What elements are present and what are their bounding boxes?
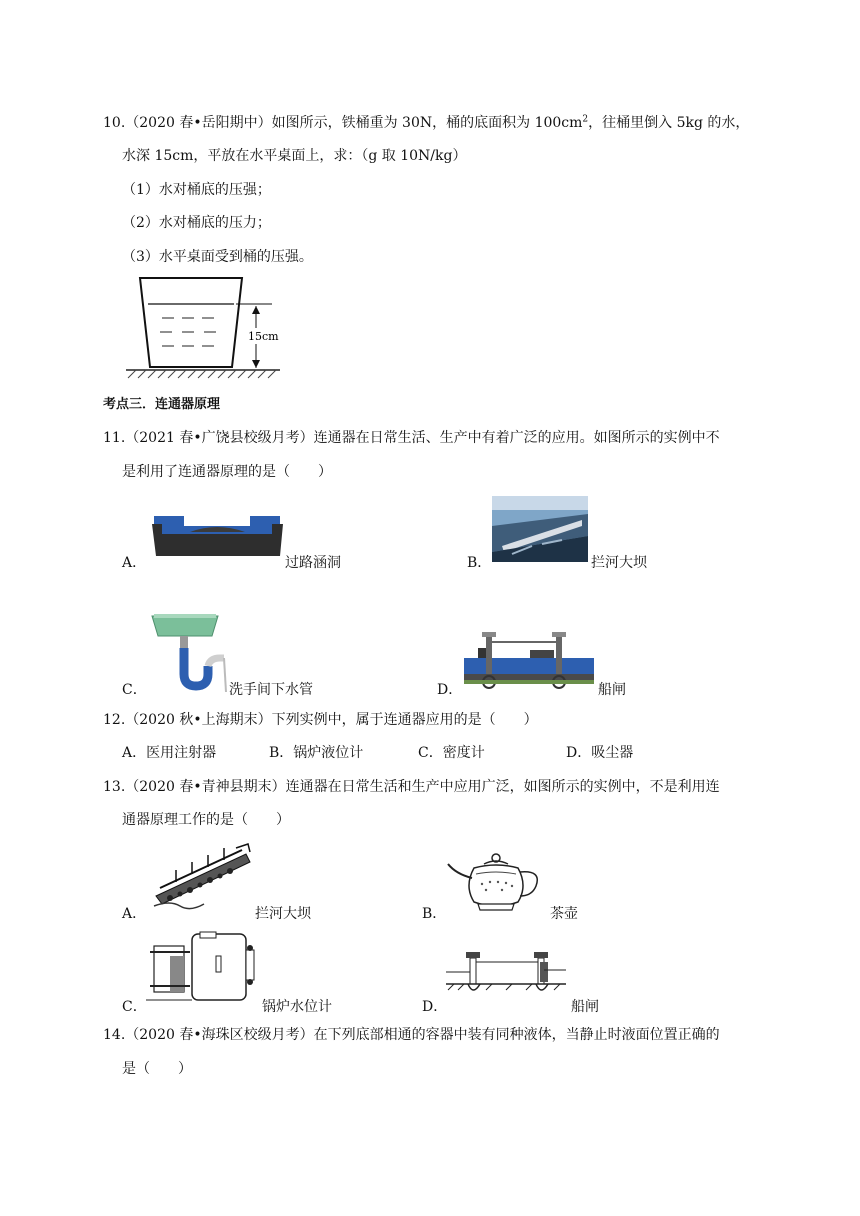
q13-option-c-letter[interactable]: C． <box>122 999 147 1015</box>
depth-label: 15cm <box>248 330 279 343</box>
q11-option-b-caption: 拦河大坝 <box>591 555 647 571</box>
q10-line1 <box>103 112 749 132</box>
dam-sketch-image <box>150 840 255 910</box>
q10-superscript: 2 <box>582 114 589 125</box>
culvert-image <box>150 510 285 558</box>
q13-line2: 通器原理工作的是（ ） <box>122 812 290 828</box>
boiler-gauge-image <box>146 930 261 1005</box>
q13-option-d-letter[interactable]: D． <box>422 999 448 1015</box>
q11-line2: 是利用了连通器原理的是（ ） <box>122 464 332 480</box>
q14-line2: 是（ ） <box>122 1061 192 1077</box>
ship-lock-image <box>464 628 594 690</box>
q11-line1: 11.（2021 春•广饶县校级月考）连通器在日常生活、生产中有着广泛的应用。如图所示的实例中不 <box>103 430 720 446</box>
q10-sub3: （3）水平桌面受到桶的压强。 <box>122 249 313 265</box>
q13-option-b-caption: 茶壶 <box>550 906 578 922</box>
q10-line1-tail: ，往桶里倒入 5kg 的水， <box>588 115 750 131</box>
q11-option-a-letter[interactable]: A． <box>122 555 147 571</box>
q10-sub1: （1）水对桶底的压强； <box>122 182 271 198</box>
q11-option-b-letter[interactable]: B． <box>467 555 492 571</box>
q12-line1: 12.（2020 秋•上海期末）下列实例中，属于连通器应用的是（ ） <box>103 712 538 728</box>
q11-option-d-caption: 船闸 <box>598 682 626 698</box>
q11-option-a-caption: 过路涵洞 <box>285 555 341 571</box>
q13-option-b-letter[interactable]: B． <box>422 906 447 922</box>
sink-drain-image <box>150 612 230 694</box>
dam-photo-image <box>492 496 588 562</box>
teapot-image <box>446 850 546 916</box>
q11-option-c-caption: 洗手间下水管 <box>229 682 313 698</box>
q10-sub2: （2）水对桶底的压力； <box>122 215 271 231</box>
q13-option-a-caption: 拦河大坝 <box>255 906 311 922</box>
q12-option-d[interactable]: D．吸尘器 <box>566 745 634 761</box>
q12-option-c[interactable]: C．密度计 <box>418 745 485 761</box>
q13-line1: 13.（2020 春•青神县期末）连通器在日常生活和生产中应用广泛，如图所示的实例中，不是利用连 <box>103 779 720 795</box>
q11-option-d-letter[interactable]: D． <box>437 682 463 698</box>
q12-option-a[interactable]: A．医用注射器 <box>122 745 217 761</box>
q13-option-a-letter[interactable]: A． <box>122 906 147 922</box>
q11-option-c-letter[interactable]: C． <box>122 682 147 698</box>
q12-option-b[interactable]: B．锅炉液位计 <box>269 745 364 761</box>
q13-option-d-caption: 船闸 <box>571 999 599 1015</box>
q10-line1-text: 10.（2020 春•岳阳期中）如图所示，铁桶重为 30N，桶的底面积为 100cm <box>103 115 583 131</box>
q13-option-c-caption: 锅炉水位计 <box>262 999 332 1015</box>
bucket-figure <box>120 270 290 385</box>
q10-line2: 水深 15cm，平放在水平桌面上，求：（g 取 10N/kg） <box>122 148 467 164</box>
ship-lock-sketch-image <box>446 948 566 1000</box>
q14-line1: 14.（2020 春•海珠区校级月考）在下列底部相通的容器中装有同种液体，当静止时液面位置正确的 <box>103 1027 720 1043</box>
section-title: 考点三．连通器原理 <box>103 397 221 412</box>
